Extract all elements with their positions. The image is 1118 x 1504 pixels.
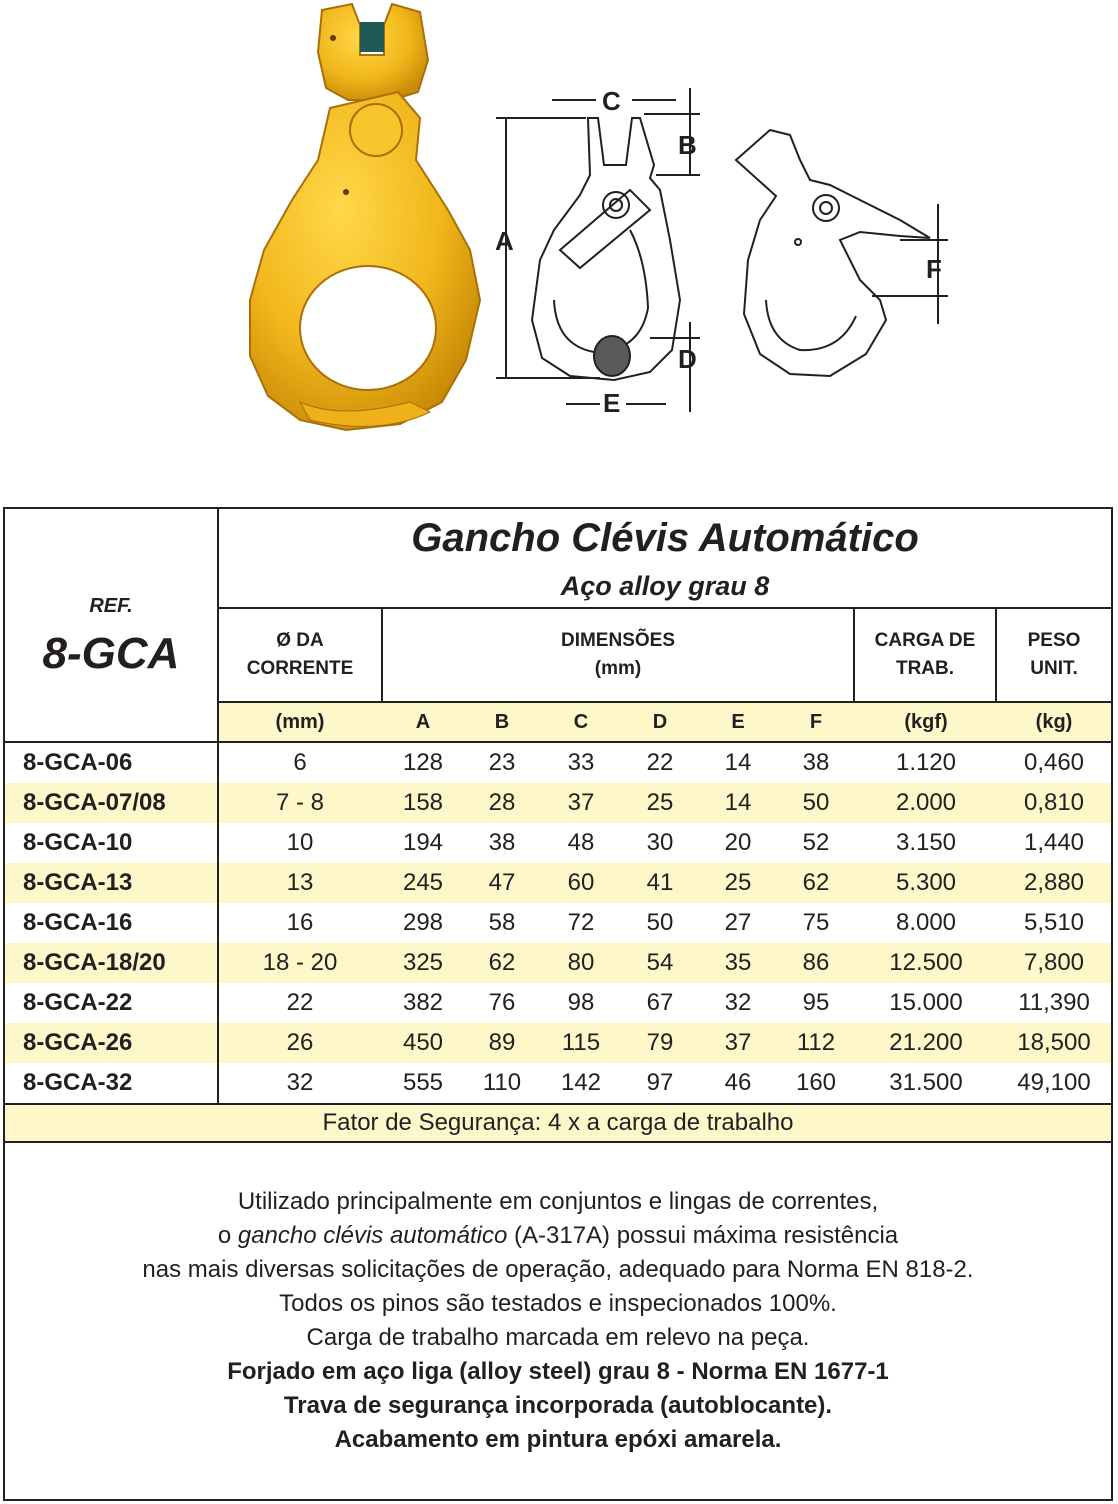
cell-a: 555 xyxy=(402,1069,444,1096)
cell-load: 5.300 xyxy=(895,869,957,896)
cell-e: 46 xyxy=(724,1069,752,1096)
cell-weight: 0,460 xyxy=(1023,749,1085,776)
cell-ref: 8-GCA-13 xyxy=(23,869,133,896)
cell-b: 23 xyxy=(488,749,516,776)
cell-a: 298 xyxy=(402,909,444,936)
hook-drawings xyxy=(0,0,1118,470)
cell-e: 14 xyxy=(724,789,752,816)
cell-ref: 8-GCA-18/20 xyxy=(23,949,166,976)
cell-a: 450 xyxy=(402,1029,444,1056)
cell-weight: 0,810 xyxy=(1023,789,1085,816)
table-row xyxy=(5,783,1111,823)
unit-b: B xyxy=(494,710,510,733)
dim-label-c: C xyxy=(602,86,621,116)
page-subtitle: Aço alloy grau 8 xyxy=(560,570,770,601)
cell-chain: 18 - 20 xyxy=(262,949,338,976)
cell-d: 25 xyxy=(646,789,674,816)
cell-d: 97 xyxy=(646,1069,674,1096)
cell-weight: 18,500 xyxy=(1017,1029,1091,1056)
cell-d: 30 xyxy=(646,829,674,856)
cell-c: 33 xyxy=(567,749,595,776)
cell-ref: 8-GCA-22 xyxy=(23,989,133,1016)
col-header-load-line1: CARGA DE xyxy=(874,630,976,651)
col-header-dimensions-line1: DIMENSÕES xyxy=(560,630,676,651)
cell-weight: 1,440 xyxy=(1023,829,1085,856)
divider xyxy=(381,607,383,703)
cell-weight: 11,390 xyxy=(1018,989,1090,1016)
divider xyxy=(219,607,1111,609)
hook-photo xyxy=(250,4,480,430)
description-line: Todos os pinos são testados e inspecionados 100%. xyxy=(279,1290,837,1317)
hook-side-drawing xyxy=(736,130,948,376)
description-line: Utilizado principalmente em conjuntos e lingas de correntes, xyxy=(237,1188,879,1215)
cell-d: 54 xyxy=(646,949,674,976)
cell-a: 245 xyxy=(402,869,444,896)
col-header-weight xyxy=(997,609,1111,701)
unit-a: A xyxy=(415,710,431,733)
cell-chain: 10 xyxy=(286,829,314,856)
cell-f: 75 xyxy=(802,909,830,936)
divider xyxy=(5,741,1111,743)
cell-load: 8.000 xyxy=(895,909,957,936)
table-row xyxy=(5,863,1111,903)
description-product-name: gancho clévis automático xyxy=(237,1222,508,1249)
cell-e: 14 xyxy=(724,749,752,776)
col-header-load-line2: TRAB. xyxy=(895,658,955,679)
cell-e: 35 xyxy=(724,949,752,976)
spec-sheet xyxy=(3,507,1113,1501)
cell-ref: 8-GCA-16 xyxy=(23,909,133,936)
cell-ref: 8-GCA-06 xyxy=(23,749,133,776)
product-description xyxy=(5,1185,1111,1457)
cell-b: 38 xyxy=(488,829,516,856)
description-line: Forjado em aço liga (alloy steel) grau 8 - Norma EN 1677-1 xyxy=(227,1358,889,1385)
description-text: (A-317A) possui máxima resistência xyxy=(507,1222,899,1249)
table-row xyxy=(5,743,1111,783)
cell-a: 382 xyxy=(402,989,444,1016)
description-line: Acabamento em pintura epóxi amarela. xyxy=(334,1426,782,1453)
cell-c: 72 xyxy=(567,909,595,936)
unit-chain: (mm) xyxy=(275,710,325,733)
col-header-load xyxy=(855,609,995,701)
cell-load: 31.500 xyxy=(889,1069,963,1096)
cell-a: 128 xyxy=(402,749,444,776)
cell-chain: 32 xyxy=(286,1069,314,1096)
cell-load: 2.000 xyxy=(895,789,957,816)
divider xyxy=(853,607,855,703)
cell-d: 79 xyxy=(646,1029,674,1056)
description-line xyxy=(5,1219,1111,1253)
cell-chain: 7 - 8 xyxy=(275,789,325,816)
divider xyxy=(995,607,997,703)
cell-ref: 8-GCA-10 xyxy=(23,829,133,856)
divider xyxy=(5,1141,1111,1143)
cell-c: 98 xyxy=(567,989,595,1016)
cell-f: 50 xyxy=(802,789,830,816)
col-header-dimensions-line2: (mm) xyxy=(594,658,642,679)
dim-label-e: E xyxy=(603,388,621,418)
dim-label-a: A xyxy=(495,226,514,256)
ref-code: 8-GCA xyxy=(42,629,180,678)
cell-f: 86 xyxy=(802,949,830,976)
unit-load: (kgf) xyxy=(904,710,948,733)
cell-b: 76 xyxy=(488,989,516,1016)
cell-c: 115 xyxy=(561,1029,601,1056)
cell-chain: 26 xyxy=(286,1029,314,1056)
cell-ref: 8-GCA-07/08 xyxy=(23,789,166,816)
cell-f: 95 xyxy=(802,989,830,1016)
cell-d: 22 xyxy=(646,749,674,776)
unit-d: D xyxy=(652,710,668,733)
cell-weight: 2,880 xyxy=(1023,869,1085,896)
unit-weight: (kg) xyxy=(1035,710,1073,733)
cell-e: 37 xyxy=(724,1029,752,1056)
dim-label-f: F xyxy=(926,254,942,284)
unit-c: C xyxy=(573,710,589,733)
col-header-chain xyxy=(219,609,381,701)
cell-a: 325 xyxy=(402,949,444,976)
table-row xyxy=(5,943,1111,983)
hook-front-drawing xyxy=(496,88,700,412)
table-row xyxy=(5,823,1111,863)
cell-c: 60 xyxy=(567,869,595,896)
product-illustrations xyxy=(0,0,1118,470)
cell-f: 52 xyxy=(802,829,830,856)
cell-a: 158 xyxy=(402,789,444,816)
cell-chain: 22 xyxy=(286,989,314,1016)
unit-f: F xyxy=(809,710,823,733)
cell-e: 25 xyxy=(724,869,752,896)
col-header-dimensions xyxy=(383,609,853,701)
cell-c: 48 xyxy=(567,829,595,856)
col-header-weight-line2: UNIT. xyxy=(1030,658,1078,679)
cell-ref: 8-GCA-32 xyxy=(23,1069,133,1096)
dim-label-b: B xyxy=(678,130,697,160)
cell-weight: 5,510 xyxy=(1023,909,1085,936)
cell-f: 112 xyxy=(796,1029,836,1056)
cell-c: 142 xyxy=(560,1069,602,1096)
cell-chain: 16 xyxy=(286,909,314,936)
table-row xyxy=(5,983,1111,1023)
cell-d: 41 xyxy=(646,869,674,896)
unit-e: E xyxy=(731,710,745,733)
cell-load: 15.000 xyxy=(889,989,963,1016)
cell-c: 37 xyxy=(567,789,595,816)
col-header-weight-line1: PESO xyxy=(1027,630,1081,651)
description-line: Trava de segurança incorporada (autoblocante). xyxy=(283,1392,833,1419)
cell-load: 1.120 xyxy=(895,749,957,776)
cell-load: 12.500 xyxy=(889,949,963,976)
cell-d: 67 xyxy=(646,989,674,1016)
col-header-chain-line2: CORRENTE xyxy=(246,658,354,679)
cell-a: 194 xyxy=(402,829,444,856)
divider xyxy=(5,1103,1111,1105)
cell-f: 62 xyxy=(802,869,830,896)
cell-load: 21.200 xyxy=(889,1029,963,1056)
divider xyxy=(217,509,219,1103)
cell-b: 47 xyxy=(488,869,516,896)
cell-weight: 49,100 xyxy=(1017,1069,1091,1096)
cell-e: 27 xyxy=(724,909,752,936)
cell-d: 50 xyxy=(646,909,674,936)
cell-f: 38 xyxy=(802,749,830,776)
cell-chain: 13 xyxy=(286,869,314,896)
cell-ref: 8-GCA-26 xyxy=(23,1029,133,1056)
description-line: Carga de trabalho marcada em relevo na peça. xyxy=(306,1324,810,1351)
safety-factor: Fator de Segurança: 4 x a carga de trabalho xyxy=(5,1105,1111,1141)
table-row xyxy=(5,903,1111,943)
cell-load: 3.150 xyxy=(895,829,957,856)
cell-e: 20 xyxy=(724,829,752,856)
cell-e: 32 xyxy=(724,989,752,1016)
table-row xyxy=(5,1063,1111,1103)
table-row xyxy=(5,1023,1111,1063)
ref-label: REF. xyxy=(89,594,133,617)
cell-b: 89 xyxy=(488,1029,516,1056)
page-title: Gancho Clévis Automático xyxy=(411,515,919,560)
cell-b: 110 xyxy=(482,1069,522,1096)
dim-label-d: D xyxy=(678,344,697,374)
cell-b: 62 xyxy=(488,949,516,976)
cell-c: 80 xyxy=(567,949,595,976)
cell-b: 28 xyxy=(488,789,516,816)
description-line: nas mais diversas solicitações de operação, adequado para Norma EN 818-2. xyxy=(142,1256,974,1283)
divider xyxy=(219,701,1111,703)
description-text: o xyxy=(217,1222,238,1249)
cell-chain: 6 xyxy=(293,749,307,776)
cell-weight: 7,800 xyxy=(1023,949,1085,976)
col-header-chain-line1: Ø DA xyxy=(276,630,324,651)
cell-b: 58 xyxy=(488,909,516,936)
cell-f: 160 xyxy=(795,1069,837,1096)
